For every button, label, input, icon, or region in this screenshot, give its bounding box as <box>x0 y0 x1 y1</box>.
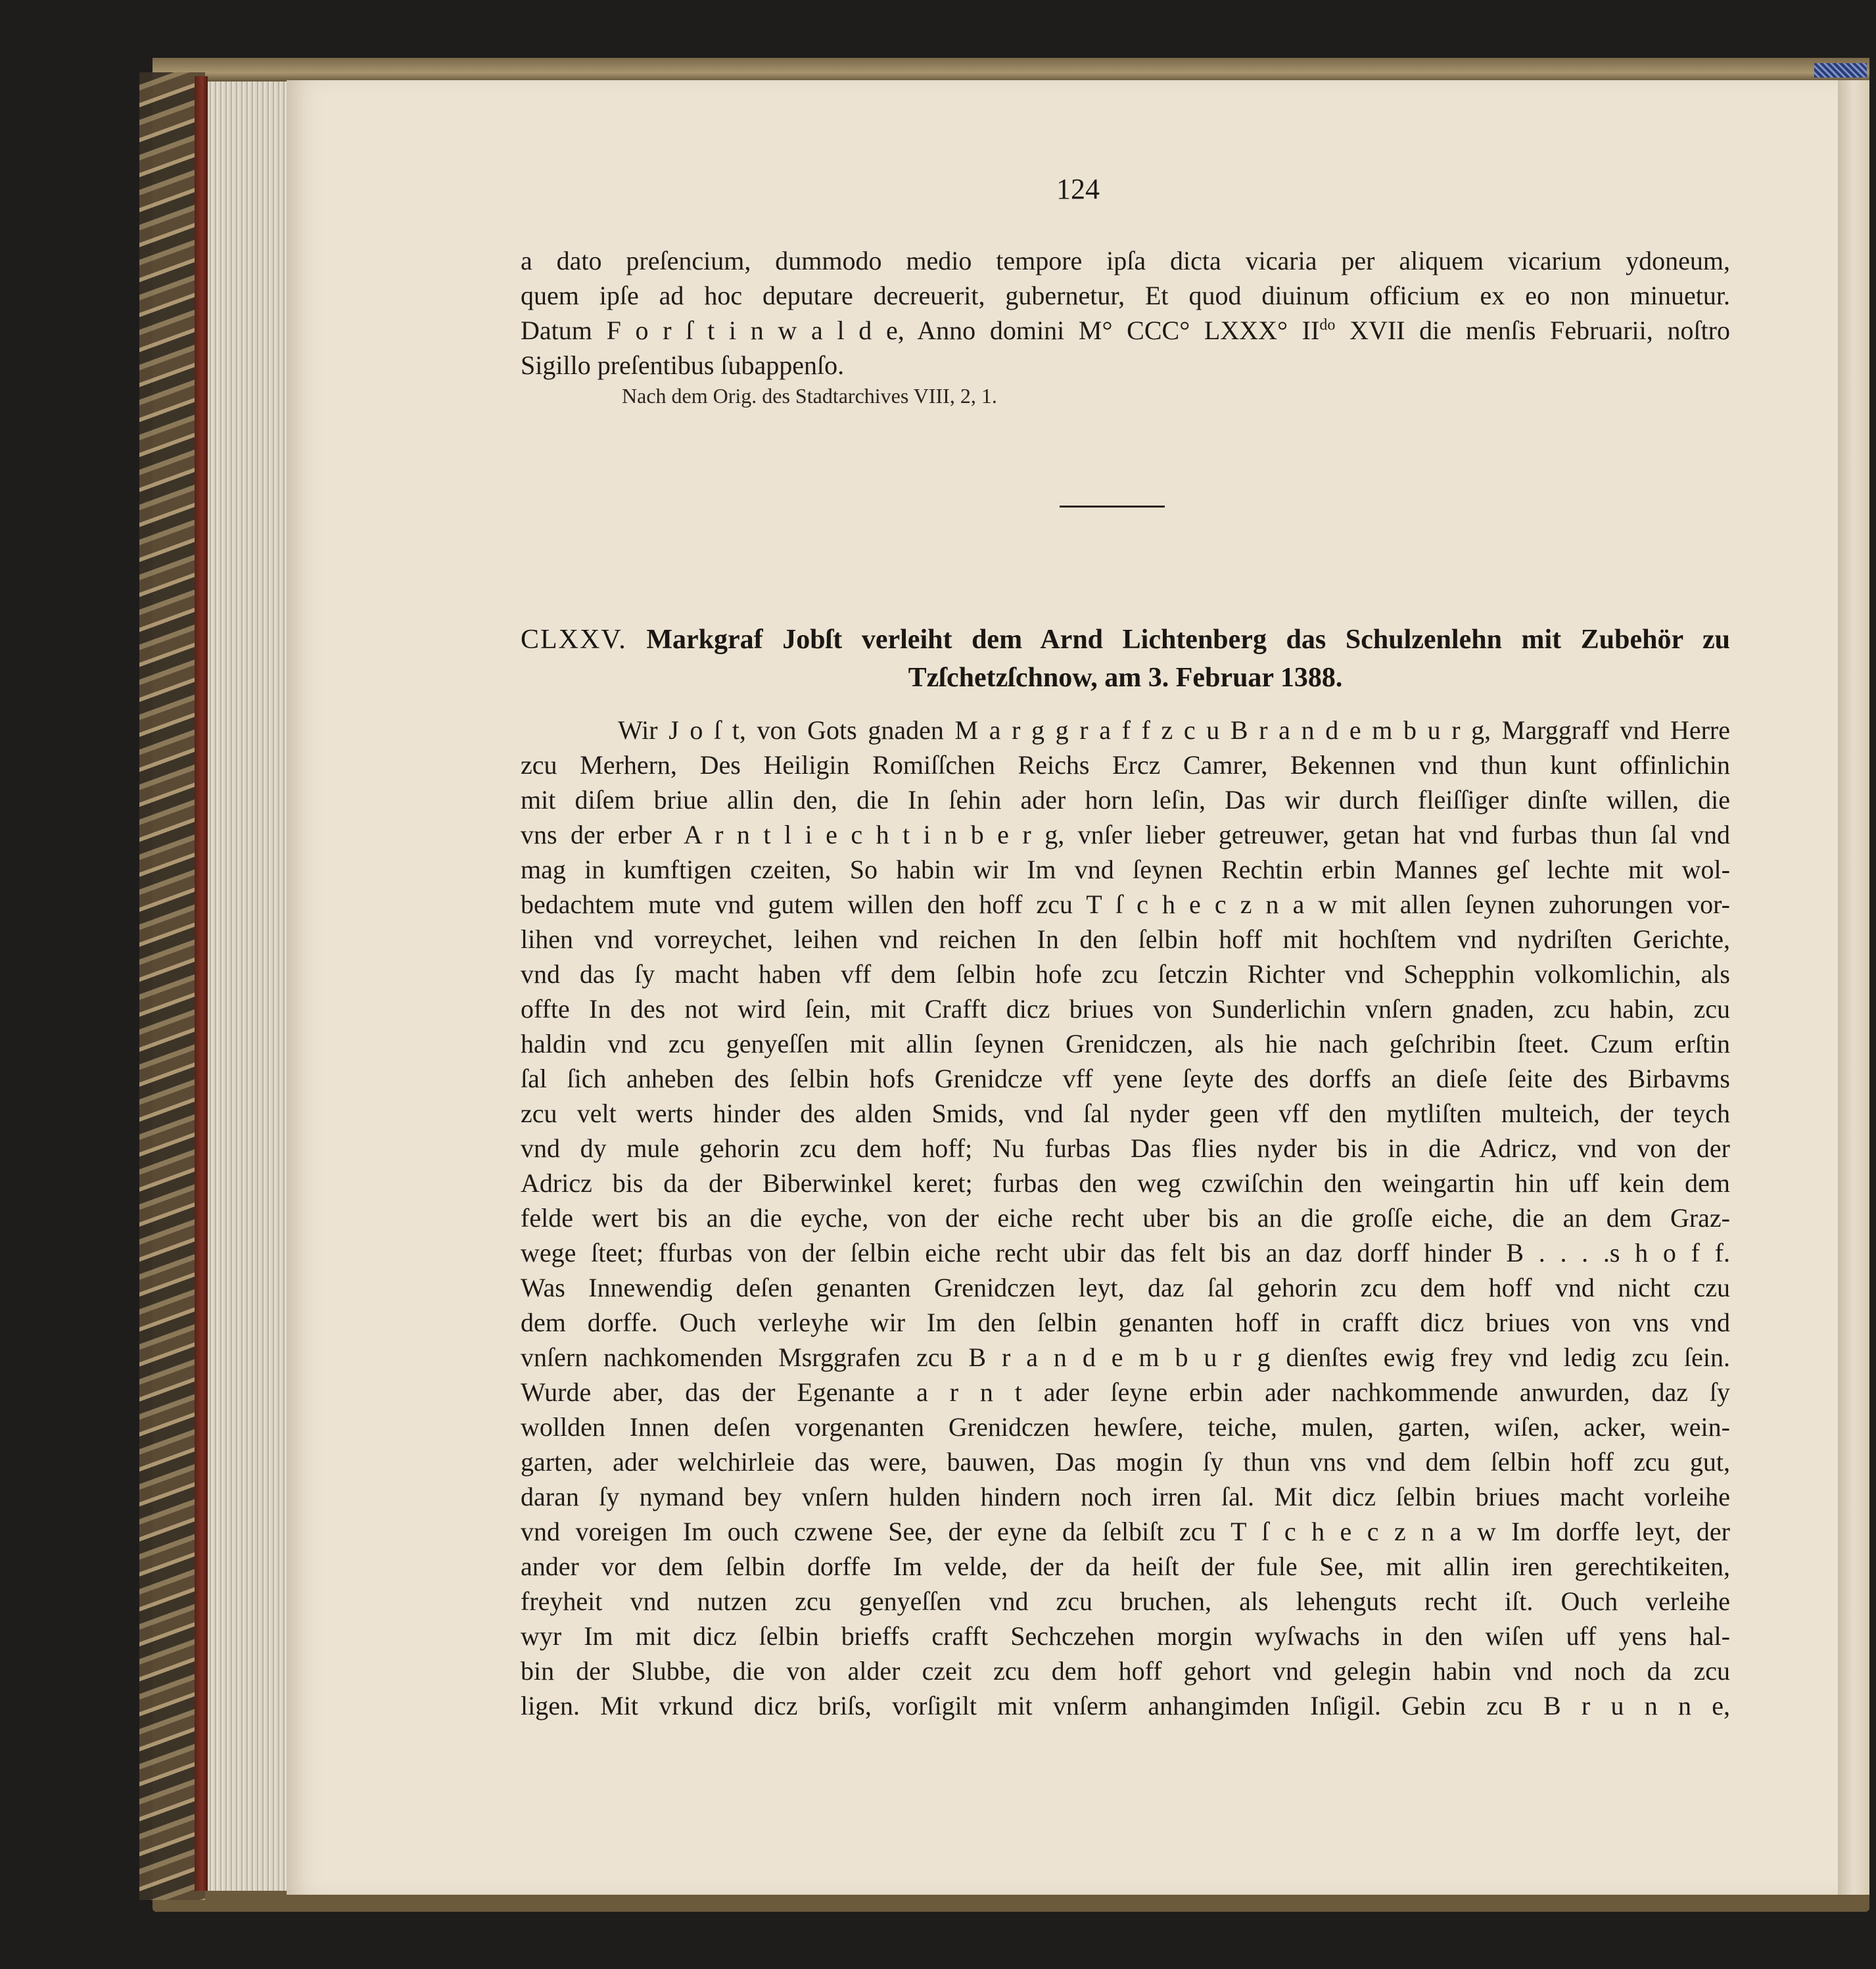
body-line: zcu velt werts hinder des alden Smids, vnd ſal nyder geen vff den mytliſten multeich, der teych <box>521 1099 1730 1128</box>
body-line: daran ſy nymand bey vnſern hulden hindern noch irren ſal. Mit dicz ſelbin briues macht vorleihe <box>521 1482 1730 1511</box>
document-body <box>521 713 1730 1723</box>
spine-edge <box>195 76 208 1891</box>
body-line: bedachtem mute vnd gutem willen den hoff zcu T ſ c h e c z n a w mit allen ſeynen zuhorungen vor- <box>521 890 1730 919</box>
document-title: Markgraf Jobſt verleiht dem Arnd Lichtenberg das Schulzenlehn mit Zubehör zu <box>646 625 1730 655</box>
body-line: vns der erber A r n t l i e c h t i n b e r g, vnſer lieber getreuwer, getan hat vnd furbas thun ſal vnd <box>521 820 1730 849</box>
body-line: ſal ſich anheben des ſelbin hofs Grenidcze vff yene ſeyte des dorffs an dieſe ſeite des Birbavms <box>521 1064 1730 1093</box>
text-line <box>521 313 1730 348</box>
text-line: a dato preſencium, dummodo medio tempore ipſa dicta vicaria per aliquem vicarium ydoneum, <box>521 246 1730 275</box>
body-line: garten, ader welchirleie das were, bauwen, Das mogin ſy thun vns vnd dem ſelbin hoff zcu gut, <box>521 1447 1730 1477</box>
body-line: felde wert bis an die eyche, von der eiche recht uber bis an die groſſe eiche, die an dem Graz- <box>521 1203 1730 1233</box>
text-segment: XVII die menſis Februarii, noſtro <box>1335 316 1731 345</box>
body-line: Was Innewendig deſen genanten Grenidczen leyt, daz ſal gehorin zcu dem hoff vnd nicht czu <box>521 1273 1730 1302</box>
body-line: bin der Slubbe, die von alder czeit zcu dem hoff gehort vnd gelegin habin vnd noch da zcu <box>521 1656 1730 1686</box>
body-line: vnd voreigen Im ouch czwene See, der eyne da ſelbiſt zcu T ſ c h e c z n a w Im dorffe leyt, der <box>521 1517 1730 1546</box>
page-stack-edge <box>208 82 287 1891</box>
body-line: vnd das ſy macht haben vff dem ſelbin hofe zcu ſetczin Richter vnd Schepphin volkomlichin, als <box>521 959 1730 989</box>
body-line: wyr Im mit dicz ſelbin brieffs crafft Sechczehen morgin wyſwachs in den wiſen uff yens hal- <box>521 1621 1730 1651</box>
body-line: Wir J o ſ t, von Gots gnaden M a r g g r a f f z c u B r a n d e m b u r g, Marggraff vnd Herre <box>618 715 1730 745</box>
body-line: wollden Innen deſen vorgenanten Grenidczen hewſere, teiche, mulen, garten, wiſen, acker, wein- <box>521 1412 1730 1442</box>
right-page-edge <box>1838 80 1869 1895</box>
body-line: dem dorffe. Ouch verleyhe wir Im den ſelbin genanten hoff in crafft dicz briues von vns vnd <box>521 1308 1730 1337</box>
body-line: haldin vnd zcu genyeſſen mit allin ſeynen Grenidczen, als hie nach geſchribin ſteet. Czum erſtin <box>521 1029 1730 1058</box>
body-line: Adricz bis da der Biberwinkel keret; furbas den weg czwiſchin den weingartin hin uff kein dem <box>521 1168 1730 1198</box>
body-line: mit diſem briue allin den, die In ſehin ader horn leſin, Das wir durch fleiſſiger dinſte willen, die <box>521 785 1730 815</box>
body-line: wege ſteet; ffurbas von der ſelbin eiche recht ubir das felt bis an daz dorff hinder B . . . .s h o f f. <box>521 1238 1730 1268</box>
preceding-text <box>521 243 1730 383</box>
text-line: Sigillo preſentibus ſubappenſo. <box>521 350 845 380</box>
document-number: CLXXV. <box>521 625 627 655</box>
text-line: quem ipſe ad hoc deputare decreuerit, gubernetur, Et quod diuinum officium ex eo non minuetur. <box>521 281 1730 310</box>
body-line: vnſern nachkomenden Msrggrafen zcu B r a n d e m b u r g dienſtes ewig frey vnd ledig zcu ſein. <box>521 1342 1730 1372</box>
heading-line: Tzſchetzſchnow, am 3. Februar 1388. <box>908 663 1343 693</box>
body-line: zcu Merhern, Des Heiligin Romiſſchen Reichs Ercz Camrer, Bekennen vnd thun kunt offinlichin <box>521 750 1730 780</box>
section-divider <box>1060 506 1165 508</box>
bookmark-cord <box>1814 63 1867 78</box>
body-line: offte In des not wird ſein, mit Crafft dicz briues von Sunderlichin vnſern gnaden, zcu habin, zcu <box>521 994 1730 1024</box>
book-top-edge <box>152 58 1869 83</box>
body-line: freyheit vnd nutzen zcu genyeſſen vnd zcu bruchen, als lehenguts recht iſt. Ouch verleihe <box>521 1586 1730 1616</box>
document-heading <box>521 621 1730 697</box>
body-line: ligen. Mit vrkund dicz briſs, vorſigilt mit vnſerm anhangimden Inſigil. Gebin zcu B r u n n e, <box>521 1691 1730 1720</box>
page-number: 124 <box>1056 173 1100 205</box>
body-line: mag in kumftigen czeiten, So habin wir Im vnd ſeynen Rechtin erbin Mannes geſ lechte mit wol- <box>521 855 1730 884</box>
body-line: lihen vnd vorreychet, leihen vnd reichen In den ſelbin hoff mit hochſtem vnd nydriſten Gerichte, <box>521 924 1730 954</box>
body-line: vnd dy mule gehorin zcu dem hoff; Nu furbas Das flies nyder bis in die Adricz, vnd von der <box>521 1133 1730 1163</box>
superscript: do <box>1319 316 1336 334</box>
body-line: Wurde aber, das der Egenante a r n t ader ſeyne erbin ader nachkommende anwurden, daz ſy <box>521 1377 1730 1407</box>
heading-line <box>521 621 1730 659</box>
body-line: ander vor dem ſelbin dorffe Im velde, der da heiſt der fule See, mit allin iren gerechtikeiten, <box>521 1552 1730 1581</box>
text-segment: Datum F o r ſ t i n w a l d e, Anno domini M° CCC° LXXX° II <box>521 316 1320 345</box>
source-note: Nach dem Orig. des Stadtarchives VIII, 2, 1. <box>622 384 997 408</box>
